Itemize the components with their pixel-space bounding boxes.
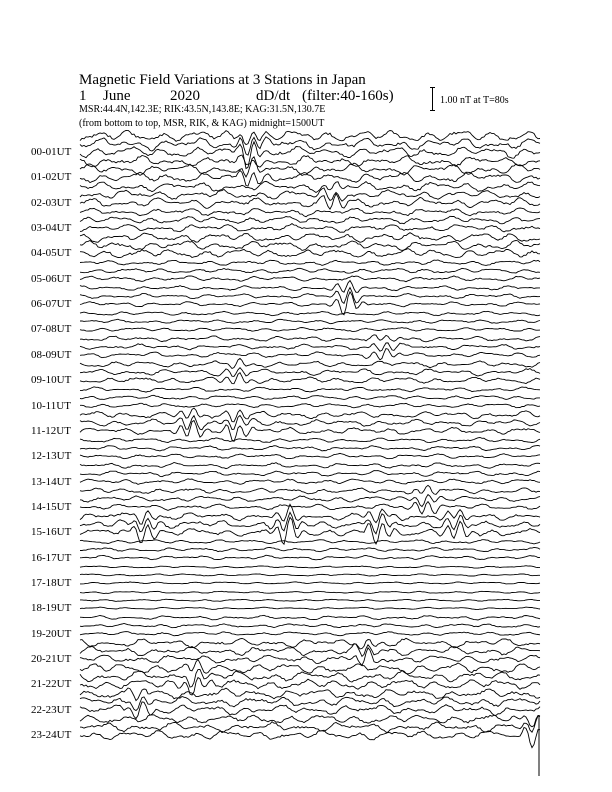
hour-label: 00-01UT: [31, 146, 72, 158]
trace-rik-row-7: [80, 319, 540, 324]
trace-rik-row-15: [80, 512, 540, 533]
trace-kag-row-14: [80, 485, 540, 494]
hour-label: 13-14UT: [31, 475, 72, 488]
hour-label: 08-09UT: [31, 348, 72, 361]
hour-label: 17-18UT: [31, 576, 72, 589]
hour-label: 04-05UT: [31, 247, 72, 260]
trace-rik-row-12: [80, 446, 540, 451]
trace-kag-row-19: [80, 615, 540, 620]
hour-label: 07-08UT: [31, 323, 72, 336]
hour-label: 19-20UT: [31, 627, 72, 640]
trace-rik-row-18: [80, 599, 540, 601]
quantity-label: dD/dt: [256, 88, 291, 104]
trace-msr-row-18: [80, 607, 540, 610]
trace-kag-row-3: [80, 208, 540, 217]
trace-rik-row-14: [80, 495, 540, 507]
trace-kag-row-21: [80, 659, 540, 673]
stations-label: MSR:44.4N,142.3E; RIK:43.5N,143.8E; KAG:31.5N,130.7E: [79, 104, 326, 115]
trace-kag-row-4: [80, 233, 540, 243]
trace-msr-row-0: [80, 142, 540, 169]
trace-msr-row-5: [80, 276, 540, 282]
scale-bar: [430, 87, 434, 111]
trace-msr-row-13: [80, 479, 540, 485]
date-month: June: [103, 88, 131, 104]
trace-kag-row-6: [80, 281, 540, 293]
trace-msr-row-8: [80, 349, 540, 360]
hour-label: 14-15UT: [31, 500, 72, 513]
trace-msr-row-19: [80, 632, 540, 636]
hour-label: 23-24UT: [31, 729, 72, 742]
trace-rik-row-3: [80, 216, 540, 224]
trace-kag-row-22: [80, 688, 540, 701]
date-year: 2020: [170, 88, 200, 104]
trace-msr-row-16: [80, 555, 540, 560]
trace-rik-row-17: [80, 574, 540, 576]
scale-label: 1.00 nT at T=80s: [440, 95, 509, 106]
trace-kag-row-23: [80, 715, 540, 727]
trace-kag-row-7: [80, 311, 540, 315]
hour-label: 18-19UT: [31, 602, 72, 615]
hour-label: 05-06UT: [31, 272, 72, 285]
trace-kag-row-1: [80, 155, 540, 167]
trace-msr-row-7: [80, 328, 540, 332]
trace-kag-row-8: [80, 335, 540, 342]
trace-msr-row-17: [80, 582, 540, 584]
hour-label: 03-04UT: [31, 222, 72, 235]
trace-msr-row-11: [80, 421, 540, 442]
hour-label: 15-16UT: [31, 526, 72, 539]
hour-label: 10-11UT: [31, 399, 71, 412]
trace-rik-row-8: [80, 343, 540, 351]
trace-rik-row-19: [80, 624, 540, 628]
trace-rik-row-13: [80, 471, 540, 477]
trace-msr-row-4: [80, 249, 540, 258]
trace-kag-row-17: [80, 566, 540, 568]
filter-label: (filter:40-160s): [302, 88, 394, 104]
hour-label: 12-13UT: [31, 450, 72, 463]
hour-label: 11-12UT: [31, 424, 71, 437]
hour-label: 20-21UT: [31, 653, 72, 665]
chart-title: Magnetic Field Variations at 3 Stations in Japan: [79, 72, 366, 88]
trace-msr-row-23: [80, 728, 540, 748]
hour-label: 09-10UT: [31, 374, 72, 387]
hour-label: 22-23UT: [31, 703, 72, 716]
hour-label: 16-17UT: [31, 551, 72, 564]
trace-msr-row-20: [80, 648, 540, 666]
trace-kag-row-2: [80, 181, 540, 192]
trace-rik-row-16: [80, 547, 540, 551]
trace-kag-row-10: [80, 387, 540, 392]
trace-rik-row-20: [80, 644, 540, 657]
hour-label: 21-22UT: [31, 678, 72, 691]
date-day: 1: [79, 88, 87, 104]
trace-kag-row-13: [80, 463, 540, 469]
trace-kag-row-5: [80, 260, 540, 265]
hour-label: 01-02UT: [31, 171, 72, 184]
trace-rik-row-6: [80, 288, 540, 304]
trace-kag-row-20: [80, 638, 540, 649]
trace-rik-row-4: [80, 241, 540, 251]
trace-kag-row-16: [80, 540, 540, 544]
trace-kag-row-11: [80, 408, 540, 422]
trace-rik-row-5: [80, 268, 540, 273]
trace-msr-row-10: [80, 403, 540, 408]
trace-rik-row-10: [80, 395, 540, 399]
trace-kag-row-18: [80, 591, 540, 593]
trace-rik-row-9: [80, 368, 540, 377]
magnetogram-plot: [78, 130, 612, 790]
hour-label: 02-03UT: [31, 196, 72, 209]
trace-kag-row-9: [80, 358, 540, 368]
hour-label: 06-07UT: [31, 298, 72, 311]
trace-order-note: (from bottom to top, MSR, RIK, & KAG) midnight=1500UT: [79, 118, 325, 129]
trace-kag-row-12: [80, 438, 540, 443]
trace-msr-row-3: [80, 224, 540, 233]
trace-msr-row-12: [80, 453, 540, 458]
